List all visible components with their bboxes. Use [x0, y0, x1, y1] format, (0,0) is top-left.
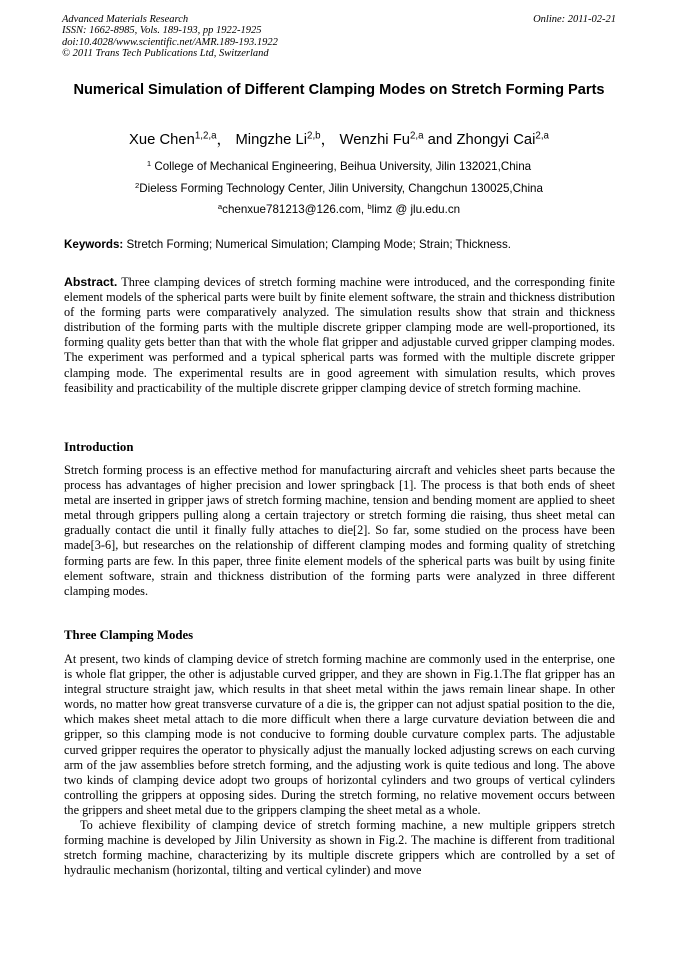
section-heading-introduction: Introduction: [64, 440, 134, 454]
introduction-text: [64, 463, 615, 599]
affiliation-1: [62, 159, 616, 174]
affiliation-2-sup: 2: [135, 180, 140, 190]
abstract-text: Three clamping devices of stretch forming machine were introduced, and the corresponding finite element models of the spherical parts were built by finite element software, the strain and thickness distribution of the forming parts were comparatively analyzed. The simulation results show that strain and thickness distribution of the forming parts with the multiple discrete gripper clamping mode are well-proportioned, its forming quality gets better than that with the whole flat gripper and adjustable curved gripper clamping modes. The experiment was performed and a typical spherical parts was formed with the multiple discrete gripper clamping mode. The experimental results are in good agreement with simulation results, which proves feasibility and practicability of the multiple discrete gripper clamping device of stretch forming machine.: [64, 275, 615, 395]
keywords-label: Keywords:: [64, 238, 124, 251]
author-separator: ，: [320, 132, 336, 148]
email-a: chenxue781213@126.com,: [222, 203, 368, 216]
keywords: [64, 237, 616, 252]
clamping-modes-paragraph-2: To achieve flexibility of clamping device of stretch forming machine, a new multiple grippers stretch forming machine is developed by Jilin University as shown in Fig.2. The machine is different from traditional stretch forming machine, characterizing by its multiple discrete grippers which are controlled by a set of hydraulic mechanism (horizontal, tilting and vertical cylinder) and move: [64, 818, 615, 878]
author-separator: and: [423, 132, 457, 148]
author-affil-sup: 1,2,a: [194, 130, 217, 142]
author-name: Mingzhe Li: [235, 132, 308, 148]
author-name: Xue Chen: [129, 132, 195, 148]
abstract: [64, 275, 615, 396]
clamping-modes-text: [64, 652, 615, 878]
issn-line: ISSN: 1662-8985, Vols. 189-193, pp 1922-1925: [62, 25, 262, 37]
author-separator: ，: [216, 132, 236, 148]
copyright-line: © 2011 Trans Tech Publications Ltd, Switzerland: [62, 48, 269, 60]
affiliation-2: [62, 181, 616, 196]
affiliation-1-sup: 1: [146, 158, 152, 168]
keywords-text: Stretch Forming; Numerical Simulation; Clamping Mode; Strain; Thickness.: [123, 238, 511, 251]
introduction-paragraph: Stretch forming process is an effective method for manufacturing aircraft and vehicles sheet parts because the process has advantages of higher precision and lower springback [1]. The process is that both ends of sheet metal are inserted in gripper jaws of stretch forming machine, tension and bending moment are applied to sheet metal through grippers pulling along a certain trajectory or stretch forming die raising, thus sheet metal can gradually contact die until it finally fully attaches to die[2]. So far, some studied on the process have been made[3-6], but researches on the relationship of different clamping modes and forming quality of stretching forming parts are few. In this paper, three finite element models of the spherical parts was built by using finite element software, strain and thickness distribution of the forming parts were analyzed in three different clamping modes.: [64, 463, 615, 598]
abstract-label: Abstract.: [64, 275, 118, 289]
author-line: [62, 130, 616, 150]
author-name: Wenzhi Fu: [339, 132, 410, 148]
affiliation-2-text: Dieless Forming Technology Center, Jilin University, Changchun 130025,China: [139, 182, 543, 195]
author-affil-sup: 2,a: [409, 130, 424, 142]
author-affil-sup: 2,b: [307, 130, 321, 142]
email-b: limz @ jlu.edu.cn: [371, 203, 461, 216]
affiliation-1-text: College of Mechanical Engineering, Beihua University, Jilin 132021,China: [154, 160, 532, 173]
section-heading-three-clamping-modes: Three Clamping Modes: [64, 628, 194, 642]
email-a-sup: a: [217, 201, 223, 211]
doi-line: doi:10.4028/www.scientific.net/AMR.189-193.1922: [62, 36, 278, 48]
online-date: Online: 2011-02-21: [533, 14, 616, 25]
journal-name: Advanced Materials Research: [62, 14, 189, 25]
author-affil-sup: 2,a: [535, 130, 549, 142]
clamping-modes-paragraph-1: At present, two kinds of clamping device of stretch forming machine are commonly used in the enterprise, one is whole flat gripper, the other is adjustable curved gripper, and they are shown in Fig.1.The flat gripper has an integral structure straight jaw, which results in that sheet metal within the jaws remain linear shape. In other words, no matter how great transverse curvature of a die is, the gripper can not adjust spatial position to the die, which makes sheet metal attach to die more difficult when there a large curvature deviation between die and gripper, so this clamping mode is not conducive to forming double curvature complex parts. The adjustable curved gripper requires the operator to physically adjust the manually locked adjusting screws on each curving arm of the jaw assemblies before stretch forming, and the adjusting work is quite tedious and long. The above two kinds of clamping device adopt two groups of horizontal cylinders and two groups of vertical cylinders controlling the grippers at opposing sides. During the stretch forming, no relative movement occurs between the grippers and sheet metal due to the grippers clamping the sheet metal as a whole.: [64, 652, 615, 817]
journal-header: [62, 14, 616, 60]
author-emails: [62, 202, 616, 217]
author-name: Zhongyi Cai: [456, 132, 536, 148]
paper-title: Numerical Simulation of Different Clamping Modes on Stretch Forming Parts: [73, 82, 605, 98]
email-b-sup: b: [367, 201, 372, 211]
